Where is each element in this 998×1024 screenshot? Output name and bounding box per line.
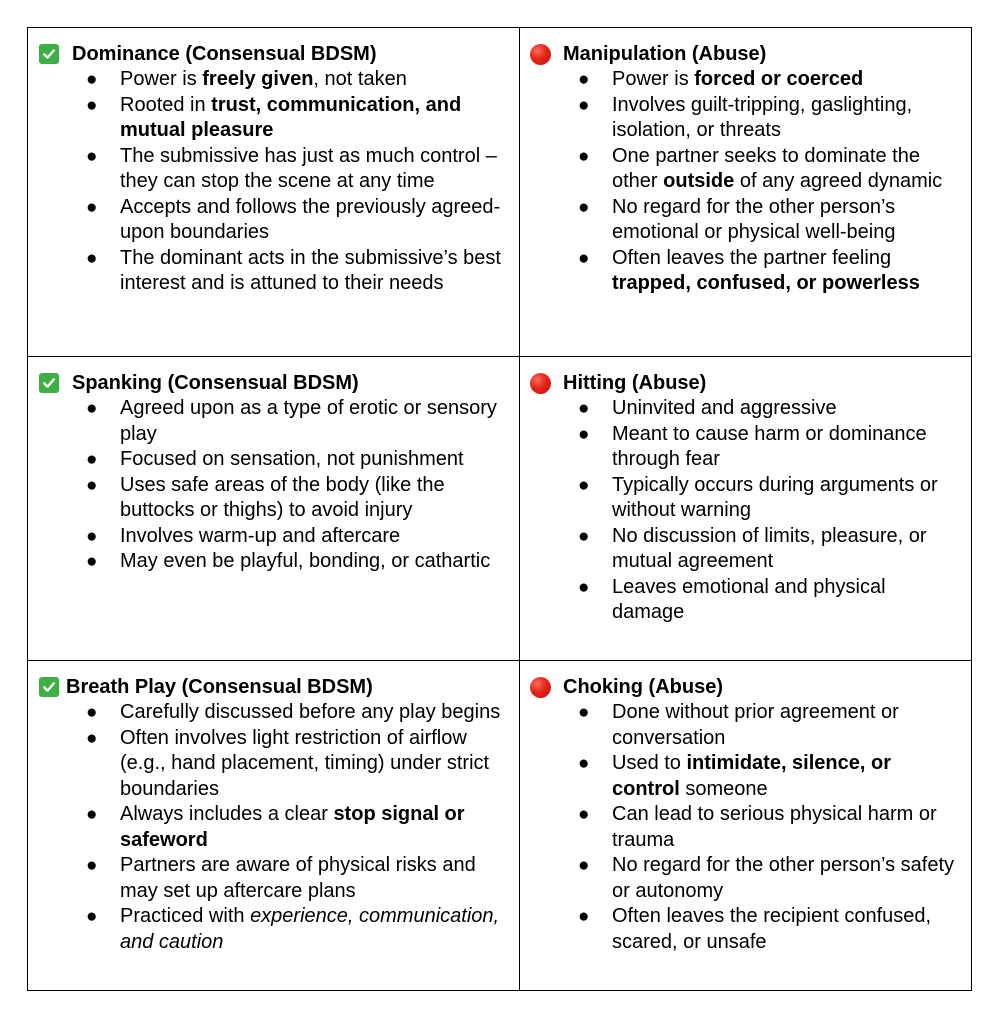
bullet-dot-icon: ● bbox=[86, 525, 98, 547]
bold-text: trapped, confused, or powerless bbox=[612, 272, 920, 294]
cell-heading bbox=[530, 41, 961, 67]
bullet-list bbox=[530, 396, 961, 626]
text-run: Power is bbox=[612, 68, 695, 90]
text-run: No discussion of limits, pleasure, or mutual agreement bbox=[612, 524, 927, 572]
text-run: Uses safe areas of the body (like the buttocks or thighs) to avoid injury bbox=[120, 473, 445, 521]
italic-text: experience, communication, and caution bbox=[120, 905, 500, 953]
bullet-dot-icon: ● bbox=[86, 196, 98, 218]
text-run: Often involves light restriction of airflow (e.g., hand placement, timing) under strict boundaries bbox=[120, 726, 490, 800]
bullet-dot-icon: ● bbox=[86, 145, 98, 167]
text-run: Partners are aware of physical risks and may set up aftercare plans bbox=[120, 854, 476, 902]
bullet-dot-icon: ● bbox=[578, 196, 590, 218]
text-run: Carefully discussed before any play begins bbox=[120, 701, 501, 723]
bullet-dot-icon: ● bbox=[86, 855, 98, 876]
table-row bbox=[28, 661, 972, 991]
text-run: Meant to cause harm or dominance through fear bbox=[612, 422, 927, 470]
bullet-item bbox=[84, 144, 509, 195]
bullet-item bbox=[84, 396, 509, 447]
bullet-dot-icon: ● bbox=[578, 804, 590, 825]
text-run: Uninvited and aggressive bbox=[612, 397, 837, 419]
cell-manipulation bbox=[520, 28, 972, 357]
bullet-dot-icon: ● bbox=[578, 576, 590, 598]
text-run: The submissive has just as much control – they can stop the scene at any time bbox=[120, 144, 497, 192]
text-run: One partner seeks to dominate the other bbox=[612, 144, 920, 192]
bold-text: intimidate, silence, or control bbox=[612, 752, 891, 800]
bullet-dot-icon: ● bbox=[578, 855, 590, 876]
bullet-dot-icon: ● bbox=[86, 906, 98, 927]
cell-title: Manipulation (Abuse) bbox=[563, 42, 767, 65]
bullet-list bbox=[38, 396, 509, 575]
cell-breath-play bbox=[28, 661, 520, 991]
bullet-dot-icon: ● bbox=[578, 145, 590, 167]
bullet-list bbox=[38, 67, 509, 297]
cell-heading bbox=[38, 370, 509, 396]
text-run: of any agreed dynamic bbox=[734, 170, 943, 192]
bullet-dot-icon: ● bbox=[86, 449, 98, 470]
bullet-item bbox=[84, 726, 509, 803]
cell-title: Hitting (Abuse) bbox=[563, 371, 707, 394]
bullet-item bbox=[576, 144, 961, 195]
red-circle-icon bbox=[530, 373, 551, 394]
bold-text: outside bbox=[663, 170, 735, 192]
table-row bbox=[28, 357, 972, 661]
bullet-dot-icon: ● bbox=[86, 727, 98, 749]
bullet-dot-icon: ● bbox=[86, 247, 98, 269]
bold-text: trust, communication, and mutual pleasure bbox=[120, 93, 462, 141]
bullet-item bbox=[576, 246, 961, 297]
bullet-item bbox=[84, 524, 509, 550]
bullet-item bbox=[84, 195, 509, 246]
cell-dominance bbox=[28, 28, 520, 357]
text-run: Rooted in bbox=[120, 93, 212, 116]
text-run: Always includes a clear bbox=[120, 803, 334, 825]
bullet-dot-icon: ● bbox=[86, 702, 98, 723]
bullet-item bbox=[576, 473, 961, 524]
comparison-table bbox=[27, 27, 972, 991]
bullet-dot-icon: ● bbox=[578, 398, 590, 419]
bullet-item bbox=[576, 802, 961, 853]
text-run: No regard for the other person’s emotional or physical well-being bbox=[612, 195, 896, 243]
bold-text: forced or coerced bbox=[694, 68, 864, 90]
bullet-item bbox=[84, 246, 509, 297]
bullet-dot-icon: ● bbox=[86, 94, 98, 116]
bullet-dot-icon: ● bbox=[578, 69, 590, 90]
bullet-dot-icon: ● bbox=[578, 702, 590, 723]
text-run: Typically occurs during arguments or without warning bbox=[612, 473, 938, 521]
bullet-item bbox=[84, 904, 509, 955]
bullet-dot-icon: ● bbox=[86, 474, 98, 496]
bullet-item bbox=[576, 904, 961, 955]
bullet-dot-icon: ● bbox=[578, 753, 590, 774]
text-run: someone bbox=[679, 777, 768, 800]
bold-text: freely given bbox=[202, 68, 314, 90]
cell-title: Choking (Abuse) bbox=[563, 675, 723, 698]
cell-heading bbox=[530, 674, 961, 700]
table-row bbox=[28, 28, 972, 357]
text-run: May even be playful, bonding, or cathartic bbox=[120, 550, 491, 572]
bold-text: stop signal or safeword bbox=[120, 803, 465, 851]
bullet-item bbox=[576, 700, 961, 751]
cell-spanking bbox=[28, 357, 520, 661]
bullet-item bbox=[576, 195, 961, 246]
text-run: Often leaves the partner feeling bbox=[612, 246, 892, 269]
bullet-item bbox=[576, 751, 961, 802]
text-run: , not taken bbox=[313, 68, 407, 90]
bullet-dot-icon: ● bbox=[86, 69, 98, 90]
text-run: Involves warm-up and aftercare bbox=[120, 524, 401, 547]
bullet-item bbox=[84, 700, 509, 726]
bullet-item bbox=[84, 549, 509, 575]
text-run: Used to bbox=[612, 752, 687, 774]
text-run: Agreed upon as a type of erotic or sensory play bbox=[120, 397, 497, 445]
bullet-item bbox=[84, 473, 509, 524]
cell-title: Dominance (Consensual BDSM) bbox=[72, 42, 377, 65]
bullet-dot-icon: ● bbox=[86, 398, 98, 419]
cell-choking bbox=[520, 661, 972, 991]
bullet-dot-icon: ● bbox=[578, 423, 590, 445]
text-run: Practiced with bbox=[120, 905, 251, 927]
bullet-item bbox=[84, 802, 509, 853]
bullet-dot-icon: ● bbox=[578, 474, 590, 496]
bullet-list bbox=[530, 700, 961, 955]
text-run: Often leaves the recipient confused, scared, or unsafe bbox=[612, 905, 932, 953]
bullet-list bbox=[38, 700, 509, 955]
text-run: Accepts and follows the previously agreed-upon boundaries bbox=[120, 195, 501, 243]
text-run: The dominant acts in the submissive’s best interest and is attuned to their needs bbox=[120, 246, 501, 294]
bullet-dot-icon: ● bbox=[578, 906, 590, 927]
cell-heading bbox=[38, 674, 509, 700]
text-run: Done without prior agreement or conversation bbox=[612, 701, 899, 749]
red-circle-icon bbox=[530, 44, 551, 65]
cell-hitting bbox=[520, 357, 972, 661]
bullet-dot-icon: ● bbox=[86, 804, 98, 825]
text-run: Leaves emotional and physical damage bbox=[612, 575, 886, 623]
bullet-item bbox=[576, 422, 961, 473]
bullet-item bbox=[576, 93, 961, 144]
bullet-list bbox=[530, 67, 961, 297]
bullet-item bbox=[84, 853, 509, 904]
check-mark-icon bbox=[39, 373, 59, 393]
cell-title: Spanking (Consensual BDSM) bbox=[72, 371, 359, 394]
text-run: Can lead to serious physical harm or trauma bbox=[612, 803, 937, 851]
cell-heading bbox=[530, 370, 961, 396]
cell-title: Breath Play (Consensual BDSM) bbox=[66, 675, 373, 698]
text-run: Power is bbox=[120, 68, 203, 90]
check-mark-icon bbox=[39, 44, 59, 64]
bullet-dot-icon: ● bbox=[578, 525, 590, 547]
bullet-item bbox=[84, 93, 509, 144]
check-mark-icon bbox=[39, 677, 59, 697]
bullet-item bbox=[84, 447, 509, 473]
bullet-item bbox=[84, 67, 509, 93]
bullet-item bbox=[576, 396, 961, 422]
bullet-dot-icon: ● bbox=[578, 94, 590, 116]
bullet-item bbox=[576, 575, 961, 626]
text-run: No regard for the other person’s safety or autonomy bbox=[612, 854, 955, 902]
bullet-item bbox=[576, 67, 961, 93]
bullet-dot-icon: ● bbox=[86, 551, 98, 572]
text-run: Focused on sensation, not punishment bbox=[120, 448, 464, 470]
cell-heading bbox=[38, 41, 509, 67]
bullet-item bbox=[576, 853, 961, 904]
bullet-dot-icon: ● bbox=[578, 247, 590, 269]
text-run: Involves guilt-tripping, gaslighting, isolation, or threats bbox=[612, 93, 913, 141]
red-circle-icon bbox=[530, 677, 551, 698]
bullet-item bbox=[576, 524, 961, 575]
